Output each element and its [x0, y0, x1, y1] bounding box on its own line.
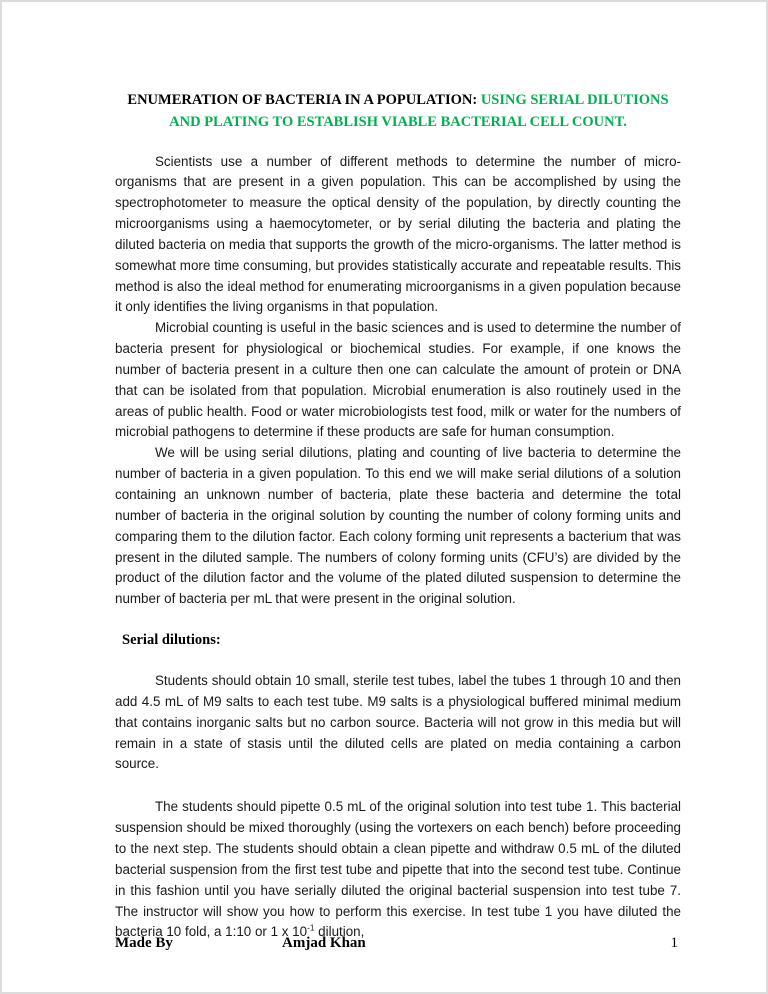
page-number: 1 — [670, 935, 678, 951]
page-footer — [115, 935, 678, 952]
footer-author-name: Amjad Khan — [282, 935, 366, 951]
title-subtitle-text: USING SERIAL DILUTIONS AND PLATING TO ESTABLISH VIABLE BACTERIAL CELL COUNT. — [169, 92, 669, 130]
paragraph-intro-1: Scientists use a number of different methods to determine the number of micro-organisms that are present in a given population. This can be accomplished by using the spectrophotometer to measure the optical density of the population, by directly counting the microorganisms using a haemocytometer, or by serial diluting the bacteria and plating the diluted bacteria on media that supports the growth of the micro-organisms. The latter method is somewhat more time consuming, but provides statistically accurate and repeatable results. This method is also the ideal method for enumerating microorganisms in a given population because it only identifies the living organisms in that population. — [115, 153, 681, 315]
paragraph-serial-2-text: The students should pipette 0.5 mL of the original solution into test tube 1. This bacterial suspension should be mixed thoroughly (using the vortexers on each bench) before proceeding to the next step. The students should obtain a clean pipette and withdraw 0.5 mL of the diluted bacterial suspension from the first test tube and pipette that into the second test tube. Continue in this fashion until you have serially diluted the original bacterial suspension into test tube 7. The instructor will show you how to perform this exercise. In test tube 1 you have diluted the bacteria 10 fold, a 1:10 or 1 x 10 — [115, 799, 681, 940]
document-content — [115, 90, 681, 943]
paragraph-serial-1: Students should obtain 10 small, sterile test tubes, label the tubes 1 through 10 and then add 4.5 mL of M9 salts to each test tube. M9 salts is a physiological buffered minimal medium that contains inorganic salts but no carbon source. Bacteria will not grow in this media but will remain in a state of stasis until the diluted cells are plated on media containing a carbon source. — [115, 673, 681, 772]
title-main-text: ENUMERATION OF BACTERIA IN A POPULATION: — [127, 92, 481, 108]
paragraph-intro-3: We will be using serial dilutions, plating and counting of live bacteria to determine the number of bacteria in a given population. To this end we will make serial dilutions of a solution containing an unknown number of bacteria, plate these bacteria and determine the total number of bacteria in the original solution by counting the number of colony forming units and comparing them to the dilution factor. Each colony forming unit represents a bacterium that was present in the diluted sample. The numbers of colony forming units (CFU’s) are divided by the product of the dilution factor and the volume of the plated diluted suspension to determine the number of bacteria per mL that were present in the original solution. — [115, 445, 681, 607]
paragraph-serial-2 — [115, 797, 681, 943]
section-heading-serial-dilutions: Serial dilutions: — [122, 632, 221, 649]
footer-made-by-label: Made By — [115, 935, 173, 951]
paragraph-intro-2: Microbial counting is useful in the basic sciences and is used to determine the number of bacteria present for physiological or biochemical studies. For example, if one knows the number of bacteria present in a culture then one can calculate the amount of protein or DNA that can be isolated from that population. Microbial enumeration is also routinely used in the areas of public health. Food or water microbiologists test food, milk or water for the numbers of microbial pathogens to determine if these products are safe for human consumption. — [115, 320, 681, 440]
document-title — [115, 90, 681, 134]
superscript-exponent: -1 — [307, 922, 315, 933]
paragraph-serial-2-tail: dilution, — [314, 924, 365, 940]
